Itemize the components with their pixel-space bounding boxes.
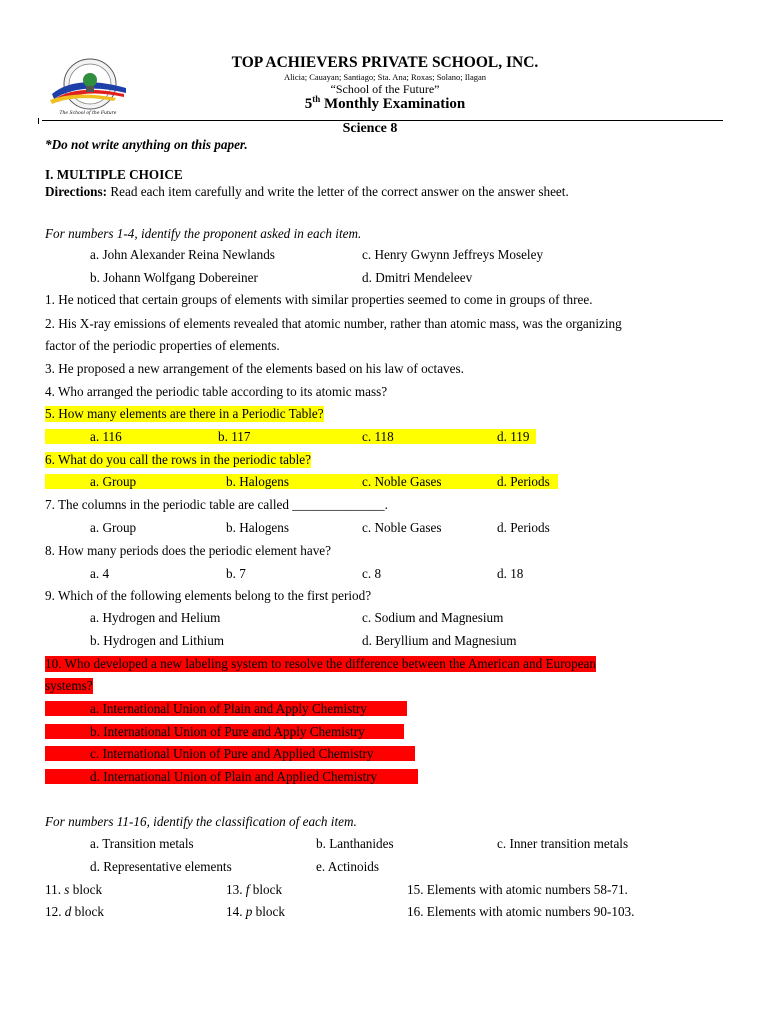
question-8-option-d: d. 18 [497,566,524,581]
exam-ordinal: 5 [304,96,313,112]
question-5-option-b: b. 117 [218,429,251,444]
item-12-number: 12. [45,904,65,919]
logo-caption: The School of the Future [59,111,117,116]
item-15-number: 15. [407,882,427,897]
question-9-option-c: c. Sodium and Magnesium [362,610,504,625]
question-9-option-a: a. Hydrogen and Helium [90,610,221,625]
item-14-symbol: p [245,904,253,919]
question-7-option-b: b. Halogens [226,520,289,535]
question-10-option-d: d. International Union of Plain and Applied Chemistry [90,769,378,784]
class-b: b. Lanthanides [316,836,394,851]
class-e: e. Actinoids [316,859,380,874]
question-8-option-c: c. 8 [362,566,382,581]
exam-ordinal-suffix: th [312,94,321,104]
question-10-line-1: 10. Who developed a new labeling system to resolve the difference between the American and European [45,656,596,671]
item-12-text: block [71,904,104,919]
class-d: d. Representative elements [90,859,232,874]
class-a: a. Transition metals [90,836,194,851]
directions [45,184,569,200]
question-7-option-a: a. Group [90,520,137,535]
question-8: 8. How many periods does the periodic element have? [45,543,332,558]
item-13-text: block [249,882,283,897]
question-2-line-1: 2. His X-ray emissions of elements revealed that atomic number, rather than atomic mass, was the organizing [45,316,622,331]
directions-label: Directions: [45,184,108,199]
item-13 [226,882,282,898]
question-6: 6. What do you call the rows in the periodic table? [45,452,311,467]
notice: *Do not write anything on this paper. [45,137,248,152]
question-5-option-a: a. 116 [90,429,122,444]
question-8-option-b: b. 7 [226,566,246,581]
question-6-option-a: a. Group [90,474,137,489]
question-9-option-d: d. Beryllium and Magnesium [362,633,517,648]
item-12 [45,904,104,920]
question-5-option-c: c. 118 [362,429,394,444]
question-5: 5. How many elements are there in a Periodic Table? [45,406,324,421]
campus-list: Alicia; Cauayan; Santiago; Sta. Ana; Roxas; Solano; Ilagan [283,72,487,82]
instruction-1-4: For numbers 1-4, identify the proponent asked in each item. [45,226,362,241]
school-name: TOP ACHIEVERS PRIVATE SCHOOL, INC. [231,54,539,71]
question-6-option-d: d. Periods [497,474,550,489]
question-9: 9. Which of the following elements belong to the first period? [45,588,372,603]
item-11-number: 11. [45,882,65,897]
instruction-11-16: For numbers 11-16, identify the classification of each item. [45,814,357,829]
exam-title-text: Monthly Examination [323,96,466,112]
proponent-d: d. Dmitri Mendeleev [362,270,473,285]
question-10-option-a: a. International Union of Plain and Apply Chemistry [90,701,367,716]
item-14 [226,904,285,920]
item-14-number: 14. [226,904,246,919]
question-1: 1. He noticed that certain groups of elements with similar properties seemed to come in groups of three. [45,292,593,307]
item-16 [407,904,634,920]
proponent-a: a. John Alexander Reina Newlands [90,247,275,262]
item-12-symbol: d [64,904,72,919]
question-9-option-b: b. Hydrogen and Lithium [90,633,225,648]
item-16-text: Elements with atomic numbers 90-103. [426,904,635,919]
question-6-option-b: b. Halogens [226,474,289,489]
proponent-b: b. Johann Wolfgang Dobereiner [90,270,258,285]
question-10-line-2: systems? [45,678,93,693]
item-15-text: Elements with atomic numbers 58-71. [426,882,628,897]
question-10-option-b: b. International Union of Pure and Apply Chemistry [90,724,365,739]
question-4: 4. Who arranged the periodic table according to its atomic mass? [45,384,388,399]
item-15 [407,882,628,898]
school-logo [46,56,130,118]
item-14-text: block [252,904,285,919]
item-13-number: 13. [226,882,246,897]
question-7-option-d: d. Periods [497,520,550,535]
exam-title [150,96,620,113]
question-8-option-a: a. 4 [90,566,110,581]
question-3: 3. He proposed a new arrangement of the elements based on his law of octaves. [45,361,464,376]
item-11 [45,882,102,898]
item-11-text: block [69,882,103,897]
question-10-option-c: c. International Union of Pure and Applied Chemistry [90,746,374,761]
item-11-symbol: s [64,882,70,897]
proponent-c: c. Henry Gwynn Jeffreys Moseley [362,247,544,262]
section-heading: I. MULTIPLE CHOICE [45,167,183,182]
question-6-option-c: c. Noble Gases [362,474,442,489]
school-motto: “School of the Future” [330,82,440,96]
question-2-line-2: factor of the periodic properties of elements. [45,338,280,353]
directions-text: Read each item carefully and write the letter of the correct answer on the answer sheet. [107,184,569,199]
question-5-option-d: d. 119 [497,429,530,444]
question-7-option-c: c. Noble Gases [362,520,442,535]
item-13-symbol: f [245,882,250,897]
class-c: c. Inner transition metals [497,836,629,851]
header-rule-tick [38,118,39,124]
item-16-number: 16. [407,904,427,919]
question-7: 7. The columns in the periodic table are called ______________. [45,497,388,512]
subject-title: Science 8 [342,121,398,136]
